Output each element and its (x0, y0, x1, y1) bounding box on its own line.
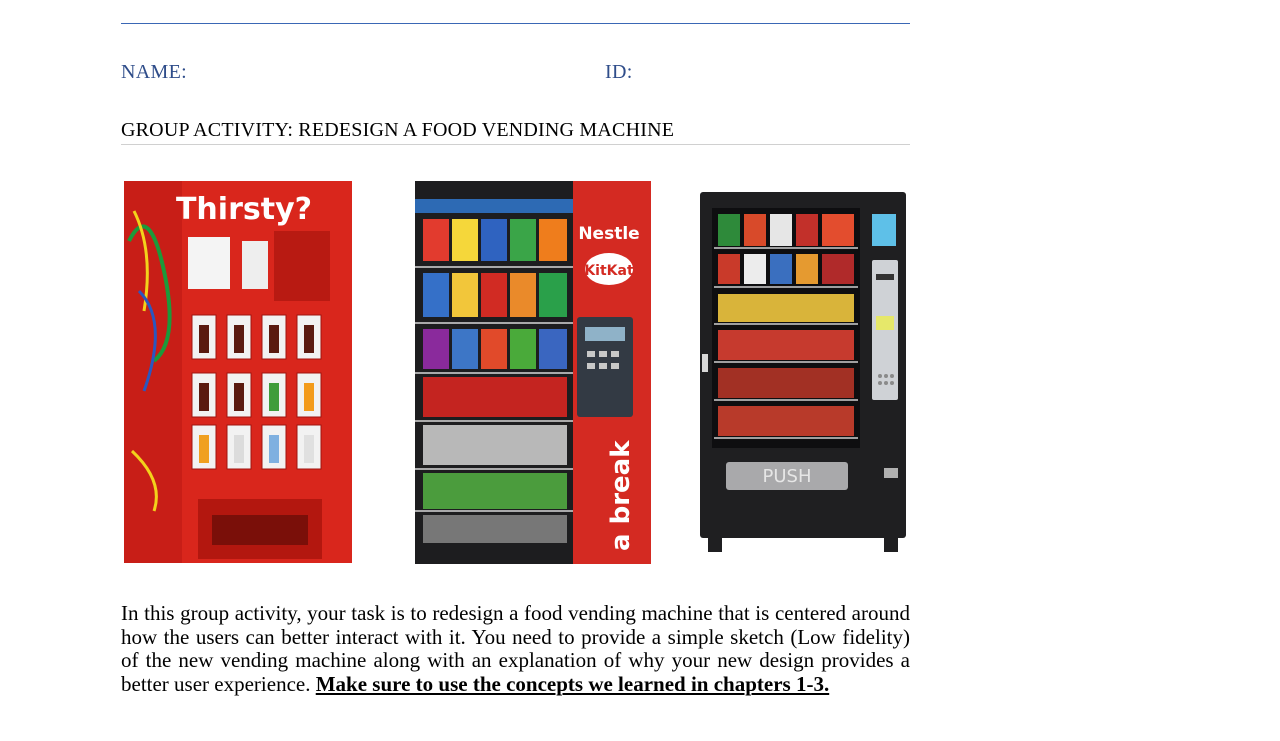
top-divider (121, 23, 910, 24)
vm3-push-label: PUSH (762, 466, 812, 487)
vm1-banner-text: Thirsty? (175, 192, 313, 227)
vm2-brand-nestle: Nestle (578, 224, 640, 244)
instructions-emphasis: Make sure to use the concepts we learned in chapters 1-3. (315, 671, 830, 696)
red-drink-vending-machine-photo (124, 181, 352, 563)
vm2-side-text: a break (606, 440, 636, 551)
name-label: NAME: (121, 61, 187, 83)
id-label: ID: (605, 61, 633, 83)
activity-title: GROUP ACTIVITY: REDESIGN A FOOD VENDING MACHINE (121, 119, 910, 145)
vm2-brand-kitkat: KitKat (584, 263, 634, 279)
activity-instructions (121, 602, 910, 696)
black-snack-vending-machine-photo (698, 190, 908, 558)
snack-vending-machine-photo (415, 181, 651, 564)
instructions-text: In this group activity, your task is to redesign a food vending machine that is centered around how the users can better interact with it. You need to provide a simple sketch (Low fidelity) of the new vending machine along with an explanation of why your new design provides a better user experience. (121, 601, 910, 696)
